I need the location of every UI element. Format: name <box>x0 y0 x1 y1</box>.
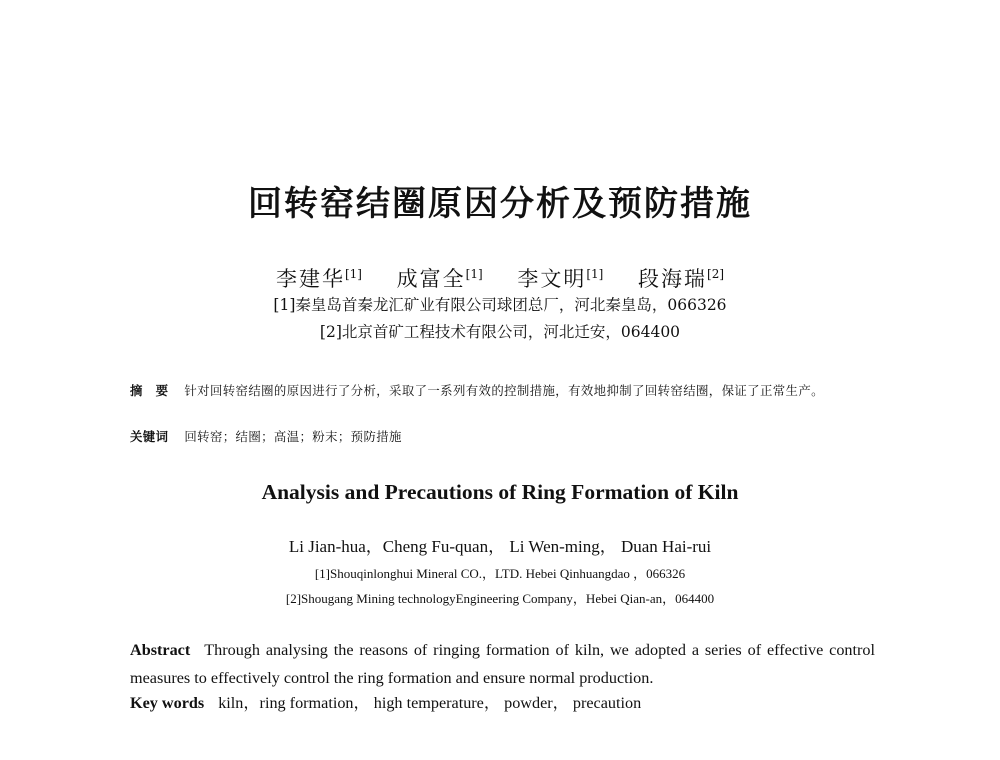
author-name: 成富全 <box>396 267 466 291</box>
author <box>397 267 483 291</box>
author-name: 段海瑞 <box>638 267 708 291</box>
author-name: 李建华 <box>275 267 345 291</box>
author <box>276 267 362 291</box>
english-abstract-label: Abstract <box>130 641 191 659</box>
author-affiliation-mark: [1] <box>344 267 362 281</box>
english-affiliation-2: [2]Shougang Mining technologyEngineering Company，Hebei Qian-an，064400 <box>285 591 715 606</box>
english-abstract <box>130 636 875 692</box>
chinese-abstract-label: 摘 要 <box>130 383 169 398</box>
author <box>638 267 724 291</box>
english-affiliation-1: [1]Shouqinlonghui Mineral CO.，LTD. Hebei Qinhuangdao ，066326 <box>314 566 686 581</box>
author-name: 李文明 <box>517 267 587 291</box>
chinese-authors <box>0 260 1000 293</box>
english-keywords <box>130 692 875 714</box>
english-abstract-text: Through analysing the reasons of ringing formation of kiln, we adopted a series of effective control measures to effectively control the ring formation and ensure normal production. <box>130 641 875 687</box>
english-keywords-label: Key words <box>130 694 205 712</box>
chinese-abstract-text: 针对回转窑结圈的原因进行了分析，采取了一系列有效的控制措施，有效地抑制了回转窑结圈，保证了正常生产。 <box>184 383 824 398</box>
chinese-abstract <box>130 378 875 404</box>
author-affiliation-mark: [1] <box>586 267 604 281</box>
chinese-keywords-text: 回转窑；结圈；高温；粉末；预防措施 <box>184 429 402 444</box>
author <box>517 267 603 291</box>
author-affiliation-mark: [1] <box>465 267 483 281</box>
chinese-affiliation-2: [2]北京首矿工程技术有限公司，河北迁安，064400 <box>319 323 681 341</box>
english-authors: Li Jian-hua，Cheng Fu-quan， Li Wen-ming， Duan Hai-rui <box>288 537 712 556</box>
english-title: Analysis and Precautions of Ring Formation of Kiln <box>261 480 739 504</box>
english-keywords-text: kiln，ring formation， high temperature， powder， precaution <box>218 694 642 712</box>
author-affiliation-mark: [2] <box>707 267 725 281</box>
chinese-title: 回转窑结圈原因分析及预防措施 <box>248 184 752 224</box>
chinese-keywords <box>130 427 875 447</box>
chinese-affiliation-1: [1]秦皇岛首秦龙汇矿业有限公司球团总厂，河北秦皇岛，066326 <box>273 296 727 314</box>
chinese-keywords-label: 关键词 <box>130 429 169 444</box>
